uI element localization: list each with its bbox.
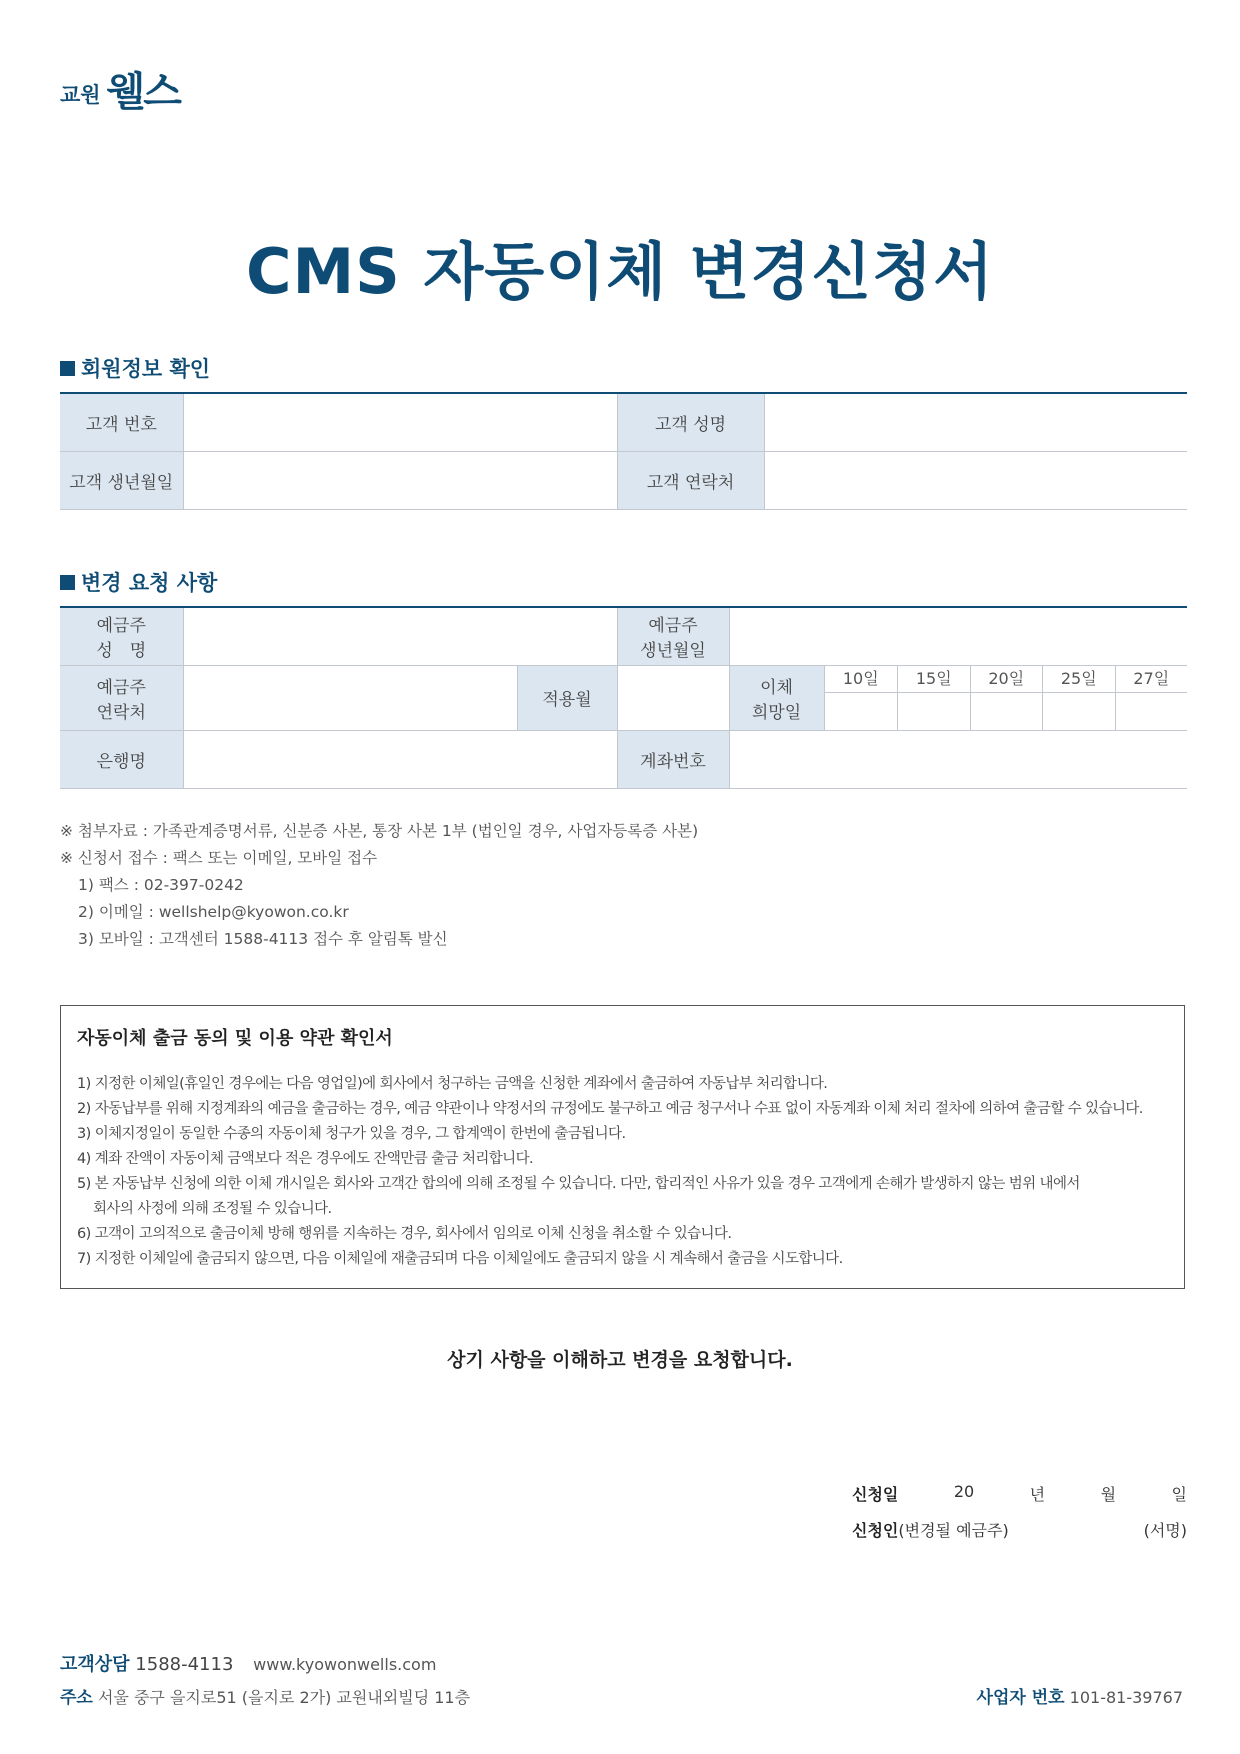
depositor-contact-field[interactable] xyxy=(183,665,517,730)
terms-item: 4) 계좌 잔액이 자동이체 금액보다 적은 경우에도 잔액만큼 출금 처리합니다. xyxy=(77,1151,533,1167)
depositor-birth-label xyxy=(617,607,729,665)
biz-no-label: 사업자 번호 xyxy=(976,1688,1065,1708)
customer-name-field[interactable] xyxy=(764,393,1187,451)
day-option-10[interactable] xyxy=(825,666,898,730)
depositor-birth-field[interactable] xyxy=(729,607,1187,665)
logo-big-text: 웰스 xyxy=(106,69,180,115)
applicant-label-group xyxy=(852,1518,1009,1541)
application-date-row xyxy=(852,1482,1187,1505)
customer-contact-field[interactable] xyxy=(764,451,1187,509)
terms-item: 5) 본 자동납부 신청에 의한 이체 개시일은 회사와 고객간 합의에 의해 조정될 수 있습니다. 다만, 합리적인 사유가 있을 경우 고객에게 손해가 발생하지 않는 범위 내에서 xyxy=(77,1176,1080,1192)
page-title: CMS 자동이체 변경신청서 xyxy=(245,235,995,308)
bank-name-field[interactable] xyxy=(183,730,617,788)
note-email: 2) 이메일 : wellshelp@kyowon.co.kr xyxy=(78,903,349,921)
day-option-20[interactable] xyxy=(970,666,1043,730)
day-option-label: 20일 xyxy=(971,666,1043,693)
terms-item: 2) 자동납부를 위해 지정계좌의 예금을 출금하는 경우, 예금 약관이나 약정서의 규정에도 불구하고 예금 청구서나 수표 없이 자동계좌 이체 처리 절차에 의하여 출금할 수 있습니다. xyxy=(77,1101,1143,1117)
applicant-label: 신청인 xyxy=(852,1521,899,1540)
day-option-27[interactable] xyxy=(1115,666,1188,730)
website-link[interactable]: www.kyowonwells.com xyxy=(253,1655,437,1674)
footer-contact xyxy=(60,1650,436,1676)
depositor-name-field[interactable] xyxy=(183,607,617,665)
square-bullet-icon xyxy=(60,575,75,590)
section-change-request-label: 변경 요청 사항 xyxy=(81,571,218,595)
change-request-table xyxy=(60,606,1187,789)
applicant-row xyxy=(852,1518,1187,1541)
depositor-birth-label-line2: 생년월일 xyxy=(640,641,706,662)
section-member-info-heading xyxy=(60,353,210,383)
section-change-request-heading xyxy=(60,567,217,597)
day-option-label: 15일 xyxy=(898,666,970,693)
note-mobile: 3) 모바일 : 고객센터 1588-4113 접수 후 알림톡 발신 xyxy=(78,930,448,948)
customer-no-field[interactable] xyxy=(183,393,617,451)
customer-name-label: 고객 성명 xyxy=(617,393,764,451)
footer-address xyxy=(60,1683,470,1708)
terms-item-continued: 회사의 사정에 의해 조정될 수 있습니다. xyxy=(93,1201,332,1217)
day-option-label: 25일 xyxy=(1043,666,1115,693)
customer-no-label: 고객 번호 xyxy=(60,393,183,451)
biz-no-value: 101-81-39767 xyxy=(1069,1688,1183,1707)
member-info-table xyxy=(60,392,1187,510)
depositor-contact-label xyxy=(60,665,183,730)
logo-small-text: 교원 xyxy=(60,83,101,107)
depositor-birth-label-line1: 예금주 xyxy=(648,616,698,637)
day-option-25[interactable] xyxy=(1042,666,1115,730)
address-text: 서울 중구 을지로51 (을지로 2가) 교원내외빌딩 11층 xyxy=(97,1688,471,1707)
note-line: ※ 신청서 접수 : 팩스 또는 이메일, 모바일 접수 xyxy=(60,849,378,867)
customer-birth-label: 고객 생년월일 xyxy=(60,451,183,509)
transfer-day-label-line1: 이체 xyxy=(760,677,793,698)
attachment-notes xyxy=(60,818,698,953)
confirmation-statement: 상기 사항을 이해하고 변경을 요청합니다. xyxy=(447,1349,793,1371)
brand-logo xyxy=(60,69,180,115)
cs-label: 고객상담 xyxy=(60,1654,130,1675)
cs-number: 1588-4113 xyxy=(135,1654,234,1675)
address-label: 주소 xyxy=(60,1688,93,1708)
transfer-day-label-line2: 희망일 xyxy=(751,702,802,723)
note-line: ※ 첨부자료 : 가족관계증명서류, 신분증 사본, 통장 사본 1부 (법인일 경우, 사업자등록증 사본) xyxy=(60,822,699,840)
day-option-label: 10일 xyxy=(825,666,898,693)
footer-business-no xyxy=(977,1683,1183,1708)
square-bullet-icon xyxy=(60,361,75,376)
depositor-contact-label-line2: 연락처 xyxy=(96,702,146,723)
depositor-name-label-line2: 성 명 xyxy=(96,641,147,662)
account-no-label: 계좌번호 xyxy=(617,730,729,788)
account-no-field[interactable] xyxy=(729,730,1187,788)
bank-name-label: 은행명 xyxy=(60,730,183,788)
application-date-label: 신청일 xyxy=(852,1485,899,1504)
apply-month-field[interactable] xyxy=(617,665,729,730)
month-label: 월 xyxy=(1100,1485,1117,1504)
depositor-name-label xyxy=(60,607,183,665)
year-prefix: 20 xyxy=(953,1482,975,1501)
note-fax: 1) 팩스 : 02-397-0242 xyxy=(78,876,244,894)
terms-item: 3) 이체지정일이 동일한 수종의 자동이체 청구가 있을 경우, 그 합계액이 한번에 출금됩니다. xyxy=(77,1126,626,1142)
transfer-day-label xyxy=(729,665,824,730)
signature-note[interactable]: (서명) xyxy=(1143,1521,1187,1540)
customer-contact-label: 고객 연락처 xyxy=(617,451,764,509)
customer-birth-field[interactable] xyxy=(183,451,617,509)
depositor-name-label-line1: 예금주 xyxy=(96,616,146,637)
applicant-note: (변경될 예금주) xyxy=(898,1521,1009,1540)
day-label: 일 xyxy=(1171,1485,1187,1504)
day-option-15[interactable] xyxy=(897,666,970,730)
section-member-info-label: 회원정보 확인 xyxy=(81,357,211,381)
year-label: 년 xyxy=(1029,1485,1046,1504)
terms-item: 7) 지정한 이체일에 출금되지 않으면, 다음 이체일에 재출금되며 다음 이체일에도 출금되지 않을 시 계속해서 출금을 시도합니다. xyxy=(77,1251,843,1267)
depositor-contact-label-line1: 예금주 xyxy=(96,677,146,698)
terms-heading: 자동이체 출금 동의 및 이용 약관 확인서 xyxy=(77,1028,393,1049)
apply-month-label: 적용월 xyxy=(517,665,617,730)
terms-box xyxy=(60,1005,1185,1289)
day-option-label: 27일 xyxy=(1116,666,1188,693)
terms-item: 6) 고객이 고의적으로 출금이체 방해 행위를 지속하는 경우, 회사에서 임의로 이체 신청을 취소할 수 있습니다. xyxy=(77,1226,732,1242)
terms-item: 1) 지정한 이체일(휴일인 경우에는 다음 영업일)에 회사에서 청구하는 금액을 신청한 계좌에서 출금하여 자동납부 처리합니다. xyxy=(77,1076,828,1092)
transfer-day-options xyxy=(824,665,1187,730)
